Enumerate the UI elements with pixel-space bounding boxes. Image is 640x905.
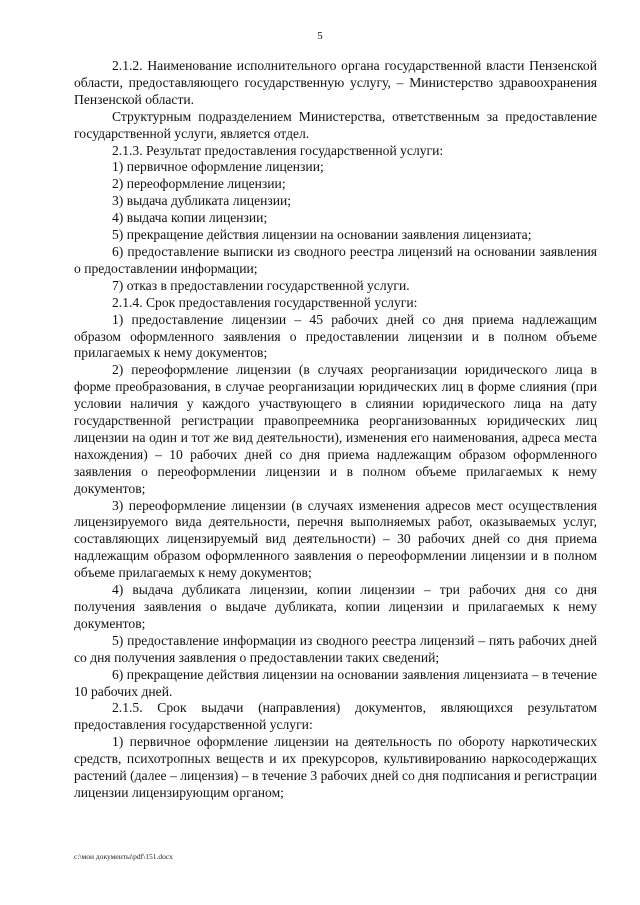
paragraph: 2.1.4. Срок предоставления государственной услуги:	[112, 294, 418, 310]
list-item: 6) прекращение действия лицензии на основании заявления лицензиата – в течение 10 рабочих дней.	[74, 666, 597, 699]
paragraph: 2.1.5. Срок выдачи (направления) документов, являющихся результатом предоставления государственной услуги:	[74, 700, 597, 733]
list-item: 4) выдача копии лицензии;	[112, 210, 268, 226]
list-item: 1) первичное оформление лицензии на деятельность по обороту наркотических средств, психотропных веществ и их прекурсоров, культивированию наркосодержащих растений (далее – лицензия) – в течение 3 рабочих дней со дня подписания и регистрации лицензии лицензирующим органом;	[74, 734, 597, 800]
list-item: 1) предоставление лицензии – 45 рабочих дней со дня приема надлежащим образом оформленного заявления о предоставлении лицензии и в полном объеме прилагаемых к нему документов;	[74, 311, 597, 361]
document-body	[74, 58, 597, 802]
list-item: 5) предоставление информации из сводного реестра лицензий – пять рабочих дней со дня получения заявления о предоставлении таких сведений;	[74, 632, 597, 665]
list-item: 4) выдача дубликата лицензии, копии лицензии – три рабочих дня со дня получения заявления о выдаче дубликата, копии лицензии и прилагаемых к нему документов;	[74, 582, 597, 631]
list-item: 2) переоформление лицензии (в случаях реорганизации юридического лица в форме преобразования, в случае реорганизации юридических лиц в форме слияния (при условии наличия у каждого участвующего в слиянии юридического лица на дату государственной регистрации правопреемника реорганизованных юридических лиц лицензии на один и тот же вид деятельности), изменения его наименования, адреса места нахождения) – 10 рабочих дней со дня приема надлежащим образом оформленного заявления о переоформлении лицензии и в полном объеме прилагаемых к нему документов;	[74, 362, 597, 496]
list-item: 3) переоформление лицензии (в случаях изменения адресов мест осуществления лицензируемого вида деятельности, перечня выполняемых работ, оказываемых услуг, составляющих лицензируемый вид деятельности) – 30 рабочих дней со дня приема надлежащим образом оформленного заявления о переоформлении лицензии и в полном объеме прилагаемых к нему документов;	[74, 497, 597, 581]
page-number: 5	[317, 30, 323, 42]
paragraph: 2.1.2. Наименование исполнительного органа государственной власти Пензенской области, предоставляющего государственную услугу, – Министерство здравоохранения Пензенской области.	[74, 58, 597, 107]
list-item: 3) выдача дубликата лицензии;	[112, 193, 292, 209]
paragraph: Структурным подразделением Министерства, ответственным за предоставление государственной услуги, является отдел.	[74, 108, 597, 141]
list-item: 1) первичное оформление лицензии;	[112, 159, 324, 175]
list-item: 7) отказ в предоставлении государственной услуги.	[112, 277, 410, 293]
list-item: 5) прекращение действия лицензии на основании заявления лицензиата;	[112, 227, 532, 243]
paragraph: 2.1.3. Результат предоставления государственной услуги:	[112, 142, 444, 158]
footer-file-path: c:\мои документы\pdf\151.docx	[74, 852, 173, 861]
list-item: 2) переоформление лицензии;	[112, 176, 286, 192]
list-item: 6) предоставление выписки из сводного реестра лицензий на основании заявления о предоставлении информации;	[74, 243, 597, 276]
